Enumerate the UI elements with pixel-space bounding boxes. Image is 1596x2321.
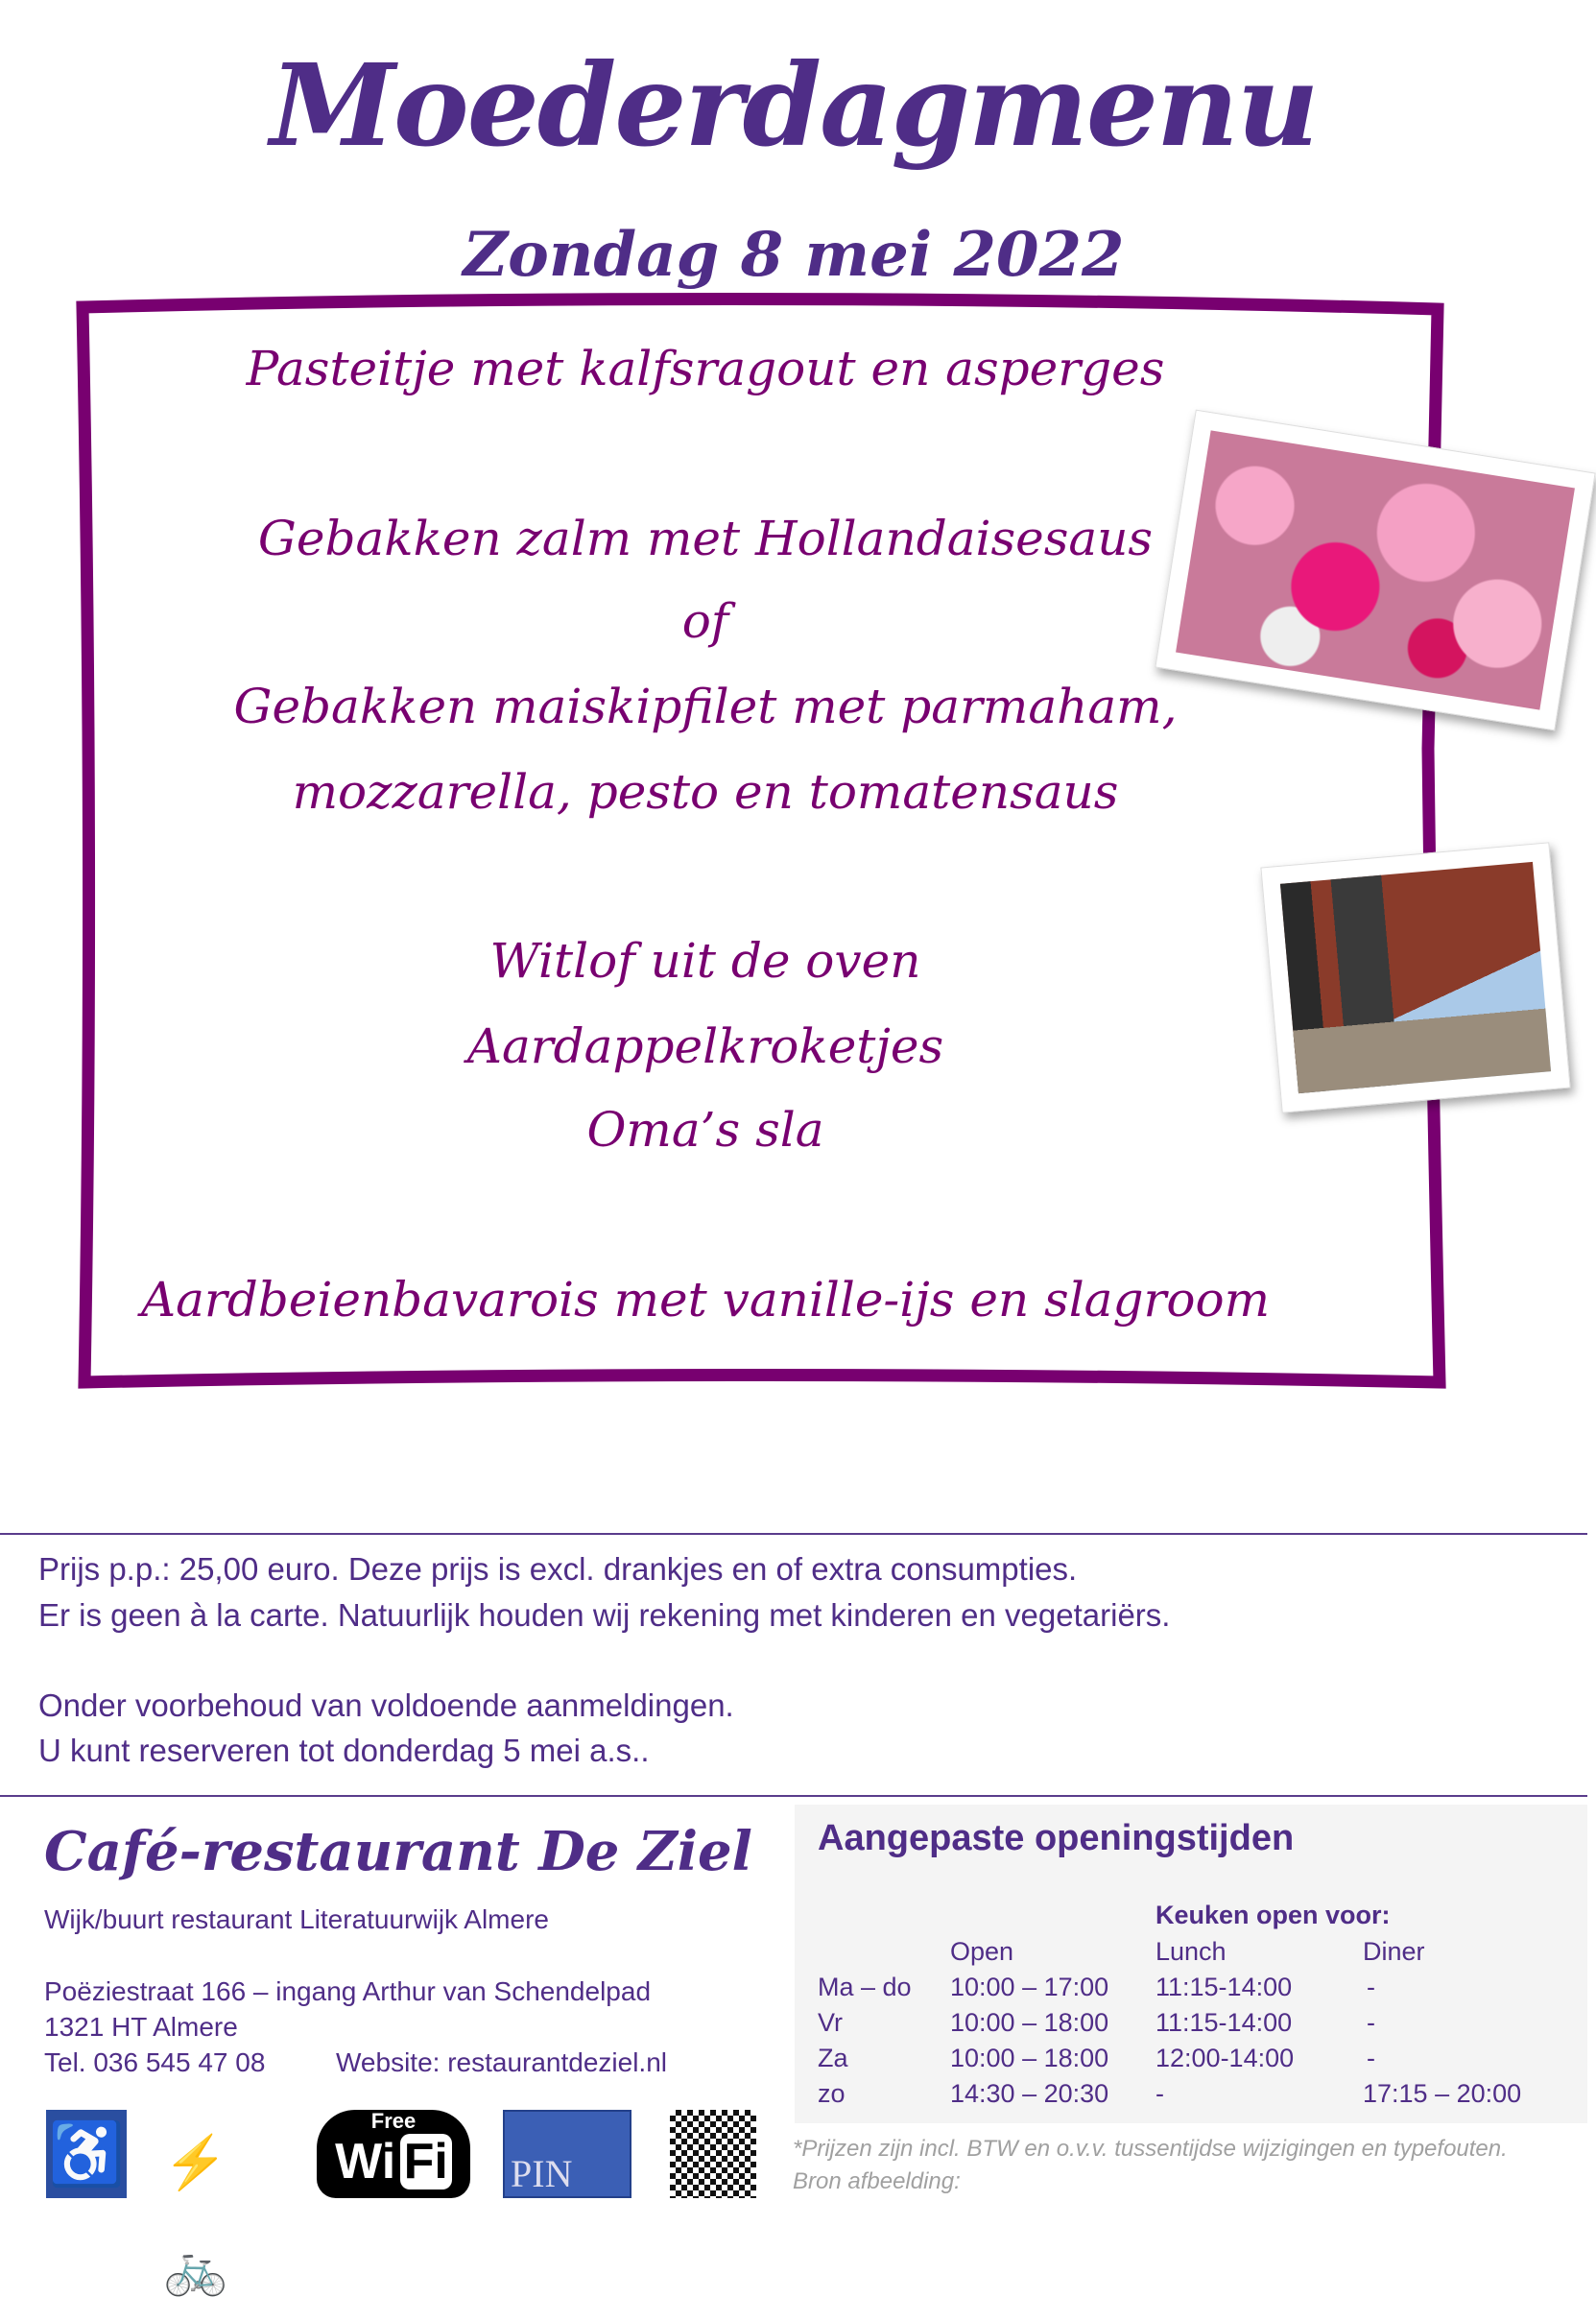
reservation-deadline: U kunt reserveren tot donderdag 5 mei a.s.. (38, 1733, 650, 1768)
menu-main-1: Gebakken zalm met Hollandaisesaus (257, 511, 1154, 566)
restaurant-name: Café-restaurant De Ziel (44, 1820, 752, 1883)
column-open: Open (950, 1937, 1014, 1966)
footnote-prices: *Prijzen zijn incl. BTW en o.v.v. tussentijdse wijzigingen en typefouten. (793, 2136, 1508, 2162)
row-day: zo (818, 2079, 846, 2108)
divider (0, 1795, 1587, 1797)
column-lunch: Lunch (1155, 1937, 1227, 1966)
wheelchair-icon: ♿ (46, 2110, 127, 2198)
ebike-charging-icon: ⚡🚲 (163, 2134, 228, 2297)
menu-side-1: Witlof uit de oven (489, 933, 921, 989)
row-day: Vr (818, 2008, 843, 2037)
menu-side-2: Aardappelkroketjes (466, 1018, 944, 1074)
wifi-fi-label: Fi (400, 2134, 452, 2189)
kitchen-header: Keuken open voor: (1155, 1901, 1391, 1929)
divider (0, 1533, 1587, 1535)
row-open: 10:00 – 18:00 (950, 2008, 1109, 2037)
row-lunch: - (1155, 2079, 1164, 2108)
restaurant-website: Website: restaurantdeziel.nl (336, 2047, 667, 2077)
row-diner: - (1367, 1973, 1375, 2001)
menu-side-3: Oma’s sla (586, 1102, 824, 1158)
row-open: 10:00 – 17:00 (950, 1973, 1109, 2001)
page-title: Moederdagmenu (270, 38, 1318, 172)
wifi-free-label: Free (370, 2109, 417, 2133)
reservation-note: Onder voorbehoud van voldoende aanmeldingen. (38, 1687, 734, 1723)
event-date: Zondag 8 mei 2022 (463, 219, 1125, 291)
menu-starter: Pasteitje met kalfsragout en asperges (246, 341, 1165, 396)
wifi-wi-label: Wi (335, 2134, 396, 2189)
carte-text: Er is geen à la carte. Natuurlijk houden wij rekening met kinderen en vegetariërs. (38, 1597, 1171, 1633)
row-lunch: 11:15-14:00 (1155, 1973, 1293, 2001)
restaurant-tagline: Wijk/buurt restaurant Literatuurwijk Almere (44, 1904, 549, 1934)
qr-code-icon[interactable] (670, 2110, 756, 2198)
column-diner: Diner (1363, 1937, 1425, 1966)
cafe-photo (1260, 842, 1570, 1113)
footnote (793, 2133, 1508, 2198)
restaurant-phone: Tel. 036 545 47 08 (44, 2047, 266, 2077)
row-open: 14:30 – 20:30 (950, 2079, 1109, 2108)
menu-main-2-line1: Gebakken maiskipfilet met parmaham, (233, 679, 1178, 734)
row-lunch: 11:15-14:00 (1155, 2008, 1293, 2037)
footnote-image-source: Bron afbeelding: (793, 2168, 961, 2194)
row-diner: - (1367, 2008, 1375, 2037)
restaurant-city: 1321 HT Almere (44, 2012, 238, 2042)
menu-main-2-line2: mozzarella, pesto en tomatensaus (292, 764, 1119, 820)
menu-or: of (681, 593, 729, 649)
row-lunch: 12:00-14:00 (1155, 2044, 1295, 2072)
row-diner: 17:15 – 20:00 (1363, 2079, 1522, 2108)
row-day: Za (818, 2044, 848, 2072)
row-open: 10:00 – 18:00 (950, 2044, 1109, 2072)
price-text: Prijs p.p.: 25,00 euro. Deze prijs is excl. drankjes en of extra consumpties. (38, 1551, 1078, 1587)
free-wifi-icon (317, 2110, 470, 2198)
menu-dessert: Aardbeienbavarois met vanille-ijs en slagroom (140, 1272, 1271, 1328)
pin-payment-icon: PIN (503, 2110, 631, 2198)
opening-hours-panel (795, 1805, 1587, 2123)
hours-title: Aangepaste openingstijden (818, 1818, 1295, 1858)
row-diner: - (1367, 2044, 1375, 2072)
row-day: Ma – do (818, 1973, 912, 2001)
restaurant-address: Poëziestraat 166 – ingang Arthur van Schendelpad (44, 1976, 652, 2006)
